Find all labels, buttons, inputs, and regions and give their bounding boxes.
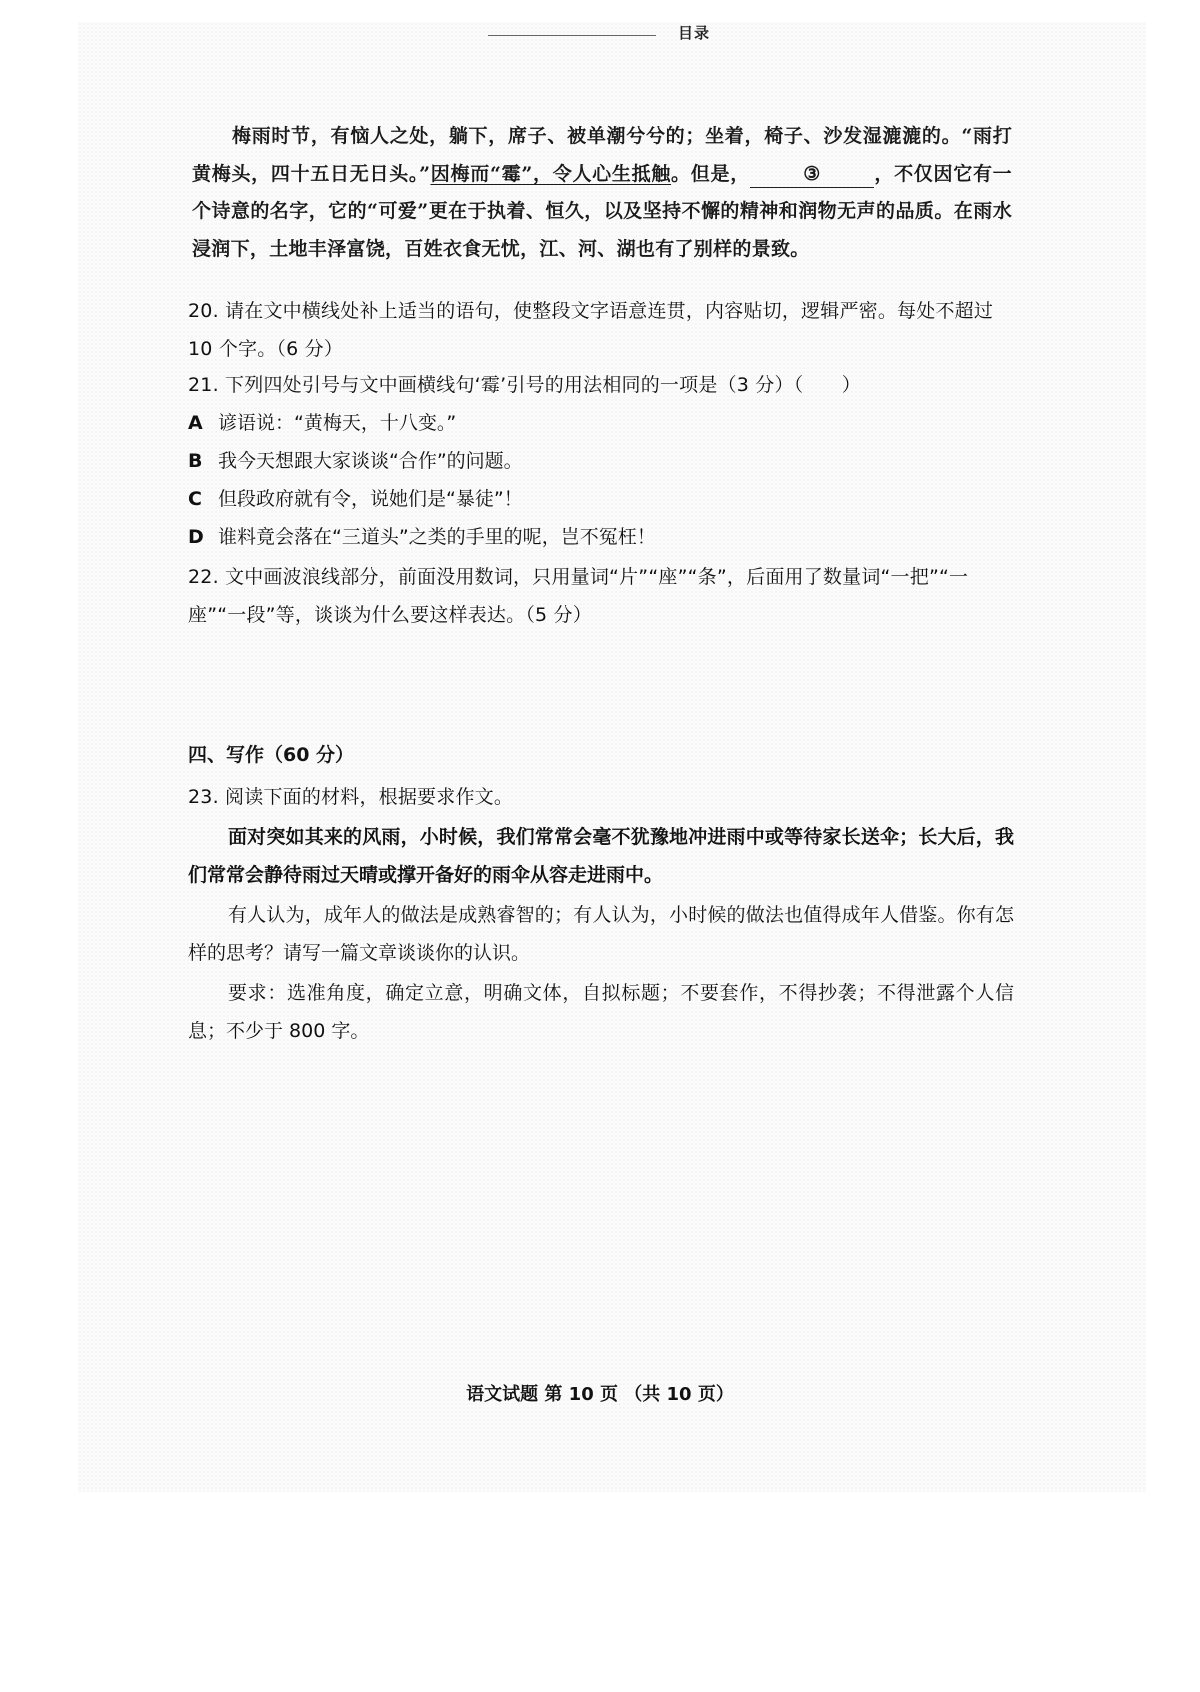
blank-label: ③	[803, 162, 821, 185]
section-heading-writing: 四、写作（60 分）	[188, 744, 355, 766]
underlined-sentence: 因梅而“霉”，令人心生抵触	[430, 162, 672, 185]
option-letter: A	[188, 412, 203, 434]
question-23: 23. 阅读下面的材料，根据要求作文。	[188, 786, 514, 808]
option-text: 谚语说：“黄梅天，十八变。”	[218, 412, 457, 434]
question-20: 20. 请在文中横线处补上适当的语句，使整段文字语意连贯，内容贴切，逻辑严密。每处不超过 10 个字。（6 分）	[188, 300, 994, 360]
option-letter: D	[188, 526, 204, 548]
running-header: 目录	[678, 24, 711, 42]
header-rule	[488, 35, 656, 36]
passage-text-1: 梅雨时节，有恼人之处，躺下，席子、被单潮兮兮的；坐着，椅子、沙发湿漉漉的。“雨打黄梅头，四十五日无日头。”	[192, 125, 1012, 185]
option-text: 我今天想跟大家谈谈“合作”的问题。	[218, 450, 523, 472]
question-22: 22. 文中画波浪线部分，前面没用数词，只用量词“片”“座”“条”，后面用了数量词“一把”“一座”“一段”等，谈谈为什么要这样表达。（5 分）	[188, 566, 969, 626]
option-text: 但段政府就有令，说她们是“暴徒”！	[218, 488, 523, 510]
passage-text-2: 。但是，	[671, 162, 750, 185]
option-letter: C	[188, 488, 202, 510]
writing-requirements: 要求：选准角度，确定立意，明确文体，自拟标题；不要套作，不得抄袭；不得泄露个人信息；不少于 800 字。	[188, 982, 1014, 1042]
writing-opinion: 有人认为，成年人的做法是成熟睿智的；有人认为，小时候的做法也值得成年人借鉴。你有怎样的思考？请写一篇文章谈谈你的认识。	[188, 904, 1014, 964]
question-21: 21. 下列四处引号与文中画横线句‘霉’引号的用法相同的一项是（3 分）（ ）	[188, 374, 861, 396]
reading-passage	[192, 118, 1012, 268]
passage-text-3: ，不仅因它有一个诗意的名字，它的“可爱”更在于执着、恒久，以及坚持不懈的精神和润物无声的品质。在雨水浸润下，土地丰泽富饶，百姓衣食无忧，江、河、湖也有了别样的景致。	[192, 162, 1012, 260]
option-b	[188, 442, 1014, 480]
writing-material: 面对突如其来的风雨，小时候，我们常常会毫不犹豫地冲进雨中或等待家长送伞；长大后，我们常常会静待雨过天晴或撑开备好的雨伞从容走进雨中。	[188, 826, 1014, 886]
option-letter: B	[188, 450, 203, 472]
option-d	[188, 518, 1014, 556]
page-footer: 语文试题 第 10 页 （共 10 页）	[466, 1384, 734, 1405]
option-c	[188, 480, 1014, 518]
option-text: 谁料竟会落在“三道头”之类的手里的呢，岂不冤枉！	[218, 526, 656, 548]
option-a	[188, 404, 1014, 442]
answer-blank-3	[750, 161, 874, 188]
